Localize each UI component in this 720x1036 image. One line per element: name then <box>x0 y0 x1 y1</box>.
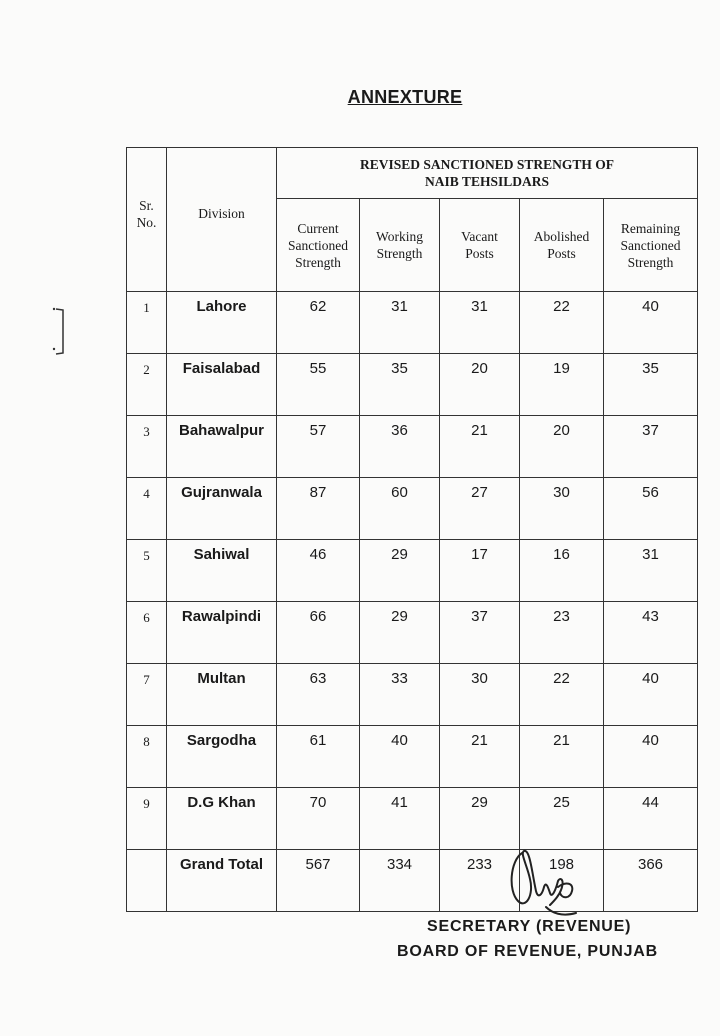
cell-abolished: 25 <box>520 788 604 850</box>
total-remaining: 366 <box>604 850 698 912</box>
header-vacant-posts: Vacant Posts <box>440 199 520 292</box>
cell-division: Faisalabad <box>167 354 277 416</box>
cell-current: 57 <box>277 416 360 478</box>
cell-remaining: 31 <box>604 540 698 602</box>
cell-current: 55 <box>277 354 360 416</box>
cell-vacant: 27 <box>440 478 520 540</box>
grand-total-label: Grand Total <box>167 850 277 912</box>
cell-remaining: 35 <box>604 354 698 416</box>
total-working: 334 <box>360 850 440 912</box>
cell-division: Sargodha <box>167 726 277 788</box>
cell-abolished: 23 <box>520 602 604 664</box>
header-sr-no: Sr. No. <box>127 148 167 292</box>
cell-abolished: 16 <box>520 540 604 602</box>
strength-table-container <box>126 147 698 912</box>
cell-working: 60 <box>360 478 440 540</box>
cell-current: 87 <box>277 478 360 540</box>
cell-division: Lahore <box>167 292 277 354</box>
cell-abolished: 20 <box>520 416 604 478</box>
grand-total-row <box>127 850 698 912</box>
table-row <box>127 726 698 788</box>
cell-working: 29 <box>360 540 440 602</box>
table-row <box>127 664 698 726</box>
cell-vacant: 29 <box>440 788 520 850</box>
cell-vacant: 21 <box>440 416 520 478</box>
cell-sr: 7 <box>127 664 167 726</box>
cell-current: 62 <box>277 292 360 354</box>
cell-remaining: 43 <box>604 602 698 664</box>
total-current: 567 <box>277 850 360 912</box>
cell-working: 41 <box>360 788 440 850</box>
cell-abolished: 19 <box>520 354 604 416</box>
total-vacant: 233 <box>440 850 520 912</box>
total-abolished: 198 <box>520 850 604 912</box>
cell-abolished: 22 <box>520 292 604 354</box>
cell-working: 36 <box>360 416 440 478</box>
cell-abolished: 30 <box>520 478 604 540</box>
cell-working: 31 <box>360 292 440 354</box>
cell-abolished: 21 <box>520 726 604 788</box>
header-remaining-sanctioned: Remaining Sanctioned Strength <box>604 199 698 292</box>
table-row <box>127 478 698 540</box>
handwritten-signature <box>500 843 590 928</box>
cell-vacant: 20 <box>440 354 520 416</box>
cell-division: Multan <box>167 664 277 726</box>
margin-bracket-mark <box>50 305 70 360</box>
cell-division: Sahiwal <box>167 540 277 602</box>
cell-sr: 2 <box>127 354 167 416</box>
cell-current: 66 <box>277 602 360 664</box>
header-working-strength: Working Strength <box>360 199 440 292</box>
cell-working: 33 <box>360 664 440 726</box>
cell-vacant: 30 <box>440 664 520 726</box>
cell-division: D.G Khan <box>167 788 277 850</box>
header-division: Division <box>167 148 277 292</box>
table-row <box>127 540 698 602</box>
cell-remaining: 40 <box>604 664 698 726</box>
cell-division: Rawalpindi <box>167 602 277 664</box>
cell-vacant: 17 <box>440 540 520 602</box>
signatory-office: BOARD OF REVENUE, PUNJAB <box>397 943 659 960</box>
header-current-sanctioned: Current Sanctioned Strength <box>277 199 360 292</box>
cell-division: Bahawalpur <box>167 416 277 478</box>
cell-division: Gujranwala <box>167 478 277 540</box>
cell-working: 29 <box>360 602 440 664</box>
cell-current: 70 <box>277 788 360 850</box>
table-row <box>127 788 698 850</box>
cell-vacant: 31 <box>440 292 520 354</box>
cell-sr: 9 <box>127 788 167 850</box>
cell-vacant: 21 <box>440 726 520 788</box>
cell-abolished: 22 <box>520 664 604 726</box>
cell-remaining: 37 <box>604 416 698 478</box>
cell-sr-empty <box>127 850 167 912</box>
signatory-title: SECRETARY (REVENUE) <box>427 918 632 935</box>
cell-remaining: 44 <box>604 788 698 850</box>
cell-sr: 4 <box>127 478 167 540</box>
cell-current: 61 <box>277 726 360 788</box>
cell-sr: 8 <box>127 726 167 788</box>
header-group-revised-strength: REVISED SANCTIONED STRENGTH OF NAIB TEHSILDARS <box>277 148 698 199</box>
cell-sr: 3 <box>127 416 167 478</box>
cell-working: 35 <box>360 354 440 416</box>
table-row <box>127 602 698 664</box>
table-row <box>127 292 698 354</box>
cell-current: 46 <box>277 540 360 602</box>
document-title: ANNEXTURE <box>347 87 463 107</box>
cell-current: 63 <box>277 664 360 726</box>
cell-sr: 5 <box>127 540 167 602</box>
cell-remaining: 56 <box>604 478 698 540</box>
cell-sr: 1 <box>127 292 167 354</box>
cell-sr: 6 <box>127 602 167 664</box>
table-row <box>127 416 698 478</box>
cell-remaining: 40 <box>604 292 698 354</box>
table-row <box>127 354 698 416</box>
cell-working: 40 <box>360 726 440 788</box>
strength-table <box>126 147 698 912</box>
header-abolished-posts: Abolished Posts <box>520 199 604 292</box>
cell-vacant: 37 <box>440 602 520 664</box>
cell-remaining: 40 <box>604 726 698 788</box>
